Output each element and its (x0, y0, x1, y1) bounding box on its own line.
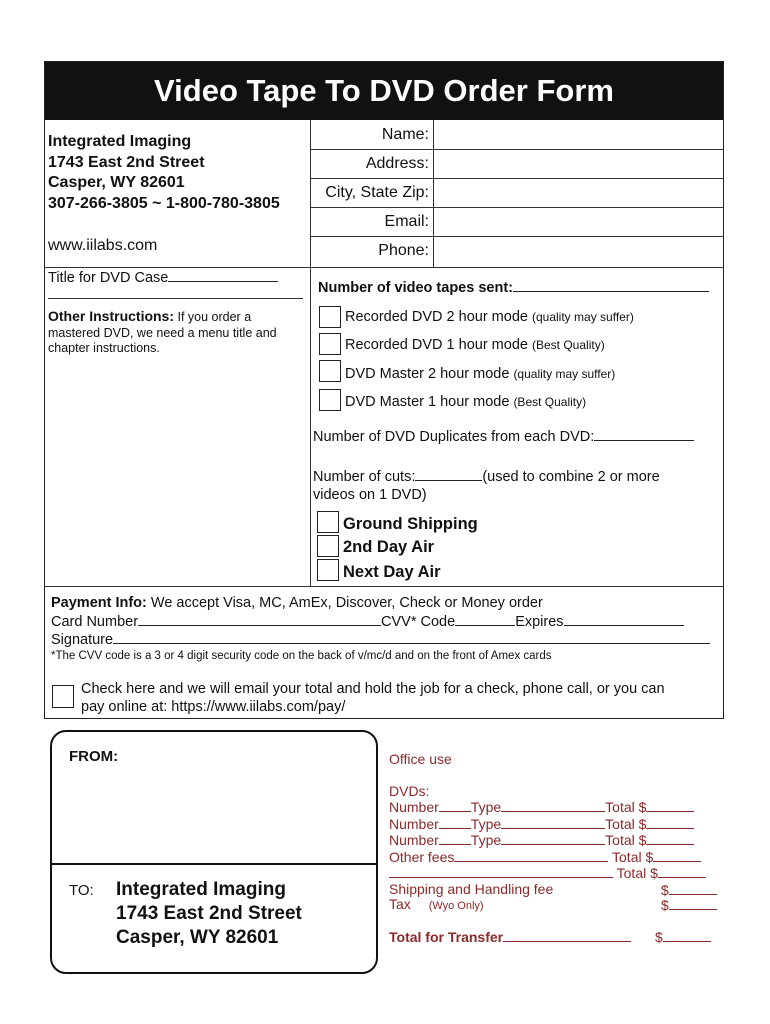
dvd-duplicates-field[interactable] (313, 428, 694, 445)
phone-label: Phone: (378, 242, 429, 259)
mailing-label (50, 730, 378, 974)
dvd-option-checkbox[interactable] (319, 306, 341, 328)
expires-label: Expires (515, 614, 564, 630)
name-field[interactable] (437, 124, 717, 146)
from-label: FROM: (69, 748, 119, 765)
cuts-label: Number of cuts: (313, 469, 416, 485)
company-address (48, 132, 280, 214)
divider (310, 149, 723, 150)
divider (310, 207, 723, 208)
dvd-case-label: Title for DVD Case (48, 270, 169, 286)
blank-line (168, 269, 278, 282)
dvd-option-checkbox[interactable] (319, 389, 341, 411)
shipping-fee-line[interactable]: Shipping and Handling fee $ (389, 882, 724, 898)
tapes-count-field[interactable] (318, 279, 709, 296)
payment-label: Payment Info: (51, 595, 147, 611)
to-label: TO: (69, 882, 94, 899)
city-state-zip-label: City, State Zip: (325, 184, 429, 201)
company-street: 1743 East 2nd Street (48, 153, 205, 171)
other-instructions (48, 309, 303, 357)
divider (45, 586, 723, 587)
card-number-label: Card Number (51, 614, 139, 630)
city-state-zip-field[interactable] (437, 182, 717, 204)
form-title: Video Tape To DVD Order Form (45, 62, 723, 120)
dvd-line[interactable]: Number Type Total $ (389, 832, 724, 849)
cuts-note: (used to combine 2 or more (482, 469, 660, 485)
card-details[interactable] (51, 613, 684, 630)
address-label: Address: (365, 155, 429, 172)
other-fees-line[interactable]: Other fees Total $ (389, 849, 724, 866)
signature-row[interactable] (51, 631, 710, 648)
office-use (389, 752, 724, 944)
expires-field[interactable] (564, 613, 684, 626)
email-label: Email: (384, 213, 429, 230)
order-form (44, 61, 724, 719)
dvd-option-label: DVD Master 2 hour mode (quality may suffer) (345, 366, 616, 382)
payment-text: We accept Visa, MC, AmEx, Discover, Check or Money order (146, 595, 543, 611)
dvd-option-label: DVD Master 1 hour mode (Best Quality) (345, 394, 587, 410)
2nd-day-air-label: 2nd Day Air (343, 538, 435, 556)
to-city: Casper, WY 82601 (116, 927, 279, 948)
blank-line (513, 279, 709, 292)
dvd-line[interactable]: Number Type Total $ (389, 799, 724, 816)
dvd-option-checkbox[interactable] (319, 333, 341, 355)
2nd-day-air-checkbox[interactable] (317, 535, 339, 557)
company-website: www.iilabs.com (48, 237, 158, 254)
other-instructions-text: If you order a mastered DVD, we need a menu title and chapter instructions. (48, 310, 277, 355)
dvd-option-checkbox[interactable] (319, 360, 341, 382)
signature-label: Signature (51, 632, 114, 648)
name-label: Name: (381, 126, 429, 143)
office-use-title: Office use (389, 751, 452, 767)
to-name: Integrated Imaging (116, 879, 286, 900)
transfer-total-line[interactable]: Total for Transfer $ (389, 929, 724, 945)
next-day-air-checkbox[interactable] (317, 559, 339, 581)
blank-line (594, 428, 694, 441)
cvv-field[interactable] (455, 613, 515, 626)
divider (310, 267, 311, 587)
phone-field[interactable] (437, 240, 717, 262)
email-field[interactable] (437, 211, 717, 233)
payment-info (51, 595, 543, 611)
company-name: Integrated Imaging (48, 133, 192, 150)
dvd-case-title-field[interactable] (48, 269, 304, 286)
from-address-field[interactable] (70, 772, 360, 860)
ground-shipping-checkbox[interactable] (317, 511, 339, 533)
cuts-note-2: videos on 1 DVD) (313, 487, 427, 503)
dvd-line[interactable]: Number Type Total $ (389, 816, 724, 833)
next-day-air-label: Next Day Air (343, 563, 441, 581)
card-number-field[interactable] (138, 613, 381, 626)
other-instructions-label: Other Instructions: (48, 308, 175, 324)
cvv-label: CVV* Code (381, 614, 456, 630)
company-phones: 307-266-3805 ~ 1-800-780-3805 (48, 194, 280, 212)
signature-field[interactable] (113, 631, 710, 644)
email-total-checkbox[interactable] (52, 685, 74, 708)
divider (50, 863, 378, 865)
tax-line[interactable]: Tax (Wyo Only) $ (389, 897, 724, 913)
dvds-label: DVDs: (389, 782, 430, 799)
blank-line (48, 298, 303, 299)
divider (310, 178, 723, 179)
cuts-field[interactable] (313, 468, 660, 504)
tapes-count-label: Number of video tapes sent: (318, 280, 513, 296)
company-city: Casper, WY 82601 (48, 174, 185, 191)
divider (433, 120, 434, 267)
divider (45, 267, 723, 268)
ground-shipping-label: Ground Shipping (343, 515, 478, 533)
blank-line (415, 468, 482, 481)
extra-fee-line[interactable]: Total $ (389, 865, 724, 882)
divider (310, 236, 723, 237)
to-street: 1743 East 2nd Street (116, 903, 302, 924)
cvv-note: *The CVV code is a 3 or 4 digit security code on the back of v/mc/d and on the front of Amex cards (51, 650, 552, 662)
address-field[interactable] (437, 153, 717, 175)
dvd-duplicates-label: Number of DVD Duplicates from each DVD: (313, 429, 595, 445)
to-address (116, 878, 302, 950)
dvd-option-label: Recorded DVD 2 hour mode (quality may suffer) (345, 309, 634, 325)
email-total-label: Check here and we will email your total and hold the job for a check, phone call, or you can pay online at: https://www.iilabs.com/pay/ (81, 681, 665, 715)
dvd-option-label: Recorded DVD 1 hour mode (Best Quality) (345, 337, 605, 353)
